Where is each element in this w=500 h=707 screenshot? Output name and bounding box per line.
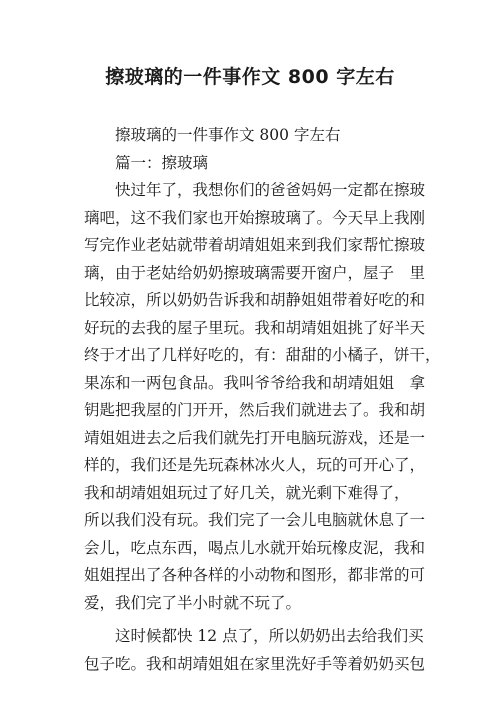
text-line: 姐姐捏出了各种各样的小动物和图形，都非常的可	[84, 566, 426, 584]
text-line: 钥匙把我屋的门开开，然后我们就进去了。我和胡	[84, 401, 426, 419]
document-body	[84, 122, 441, 678]
text-line: 果冻和一两包食品。我叫爷爷给我和胡靖姐姐 拿	[84, 373, 426, 392]
text-line: 所以我们没有玩。我们完了一会儿电脑就休息了一	[84, 511, 426, 529]
text-line: 这时候都快 12 点了，所以奶奶出去给我们买	[84, 627, 424, 645]
text-line: 擦玻璃的一件事作文 800 字左右	[84, 126, 341, 144]
text-line: 璃吧，这不我们家也开始擦玻璃了。今天早上我刚	[84, 208, 426, 227]
text-line: 靖姐姐进去之后我们就先打开电脑玩游戏，还是一	[84, 428, 426, 447]
text-line: 爱，我们完了半小时就不玩了。	[84, 593, 302, 612]
text-line: 比较凉，所以奶奶告诉我和胡静姐姐带着好吃的和	[84, 291, 426, 309]
text-line: 终于才出了几样好吃的，有：甜甜的小橘子，饼干，	[84, 346, 441, 364]
document-title: 擦玻璃的一件事作文 800 字左右	[105, 66, 395, 88]
text-line: 我和胡靖姐姐玩过了好几关，就光剩下难得了，	[84, 483, 410, 502]
text-line: 样的，我们还是先玩森林冰火人，玩的可开心了，	[84, 456, 426, 474]
text-line: 写完作业老姑就带着胡靖姐姐来到我们家帮忙擦玻	[84, 236, 426, 254]
text-line: 快过年了，我想你们的爸爸妈妈一定都在擦玻	[84, 181, 426, 199]
text-line: 篇一：擦玻璃	[84, 153, 209, 172]
text-line: 好玩的去我的屋子里玩。我和胡靖姐姐挑了好半天	[84, 318, 426, 337]
text-line: 会儿，吃点东西，喝点儿水就开始玩橡皮泥，我和	[84, 538, 426, 557]
text-line: 包子吃。我和胡靖姐姐在家里洗好手等着奶奶买包	[84, 654, 426, 673]
text-line: 璃，由于老姑给奶奶擦玻璃需要开窗户，屋子 里	[84, 263, 426, 282]
